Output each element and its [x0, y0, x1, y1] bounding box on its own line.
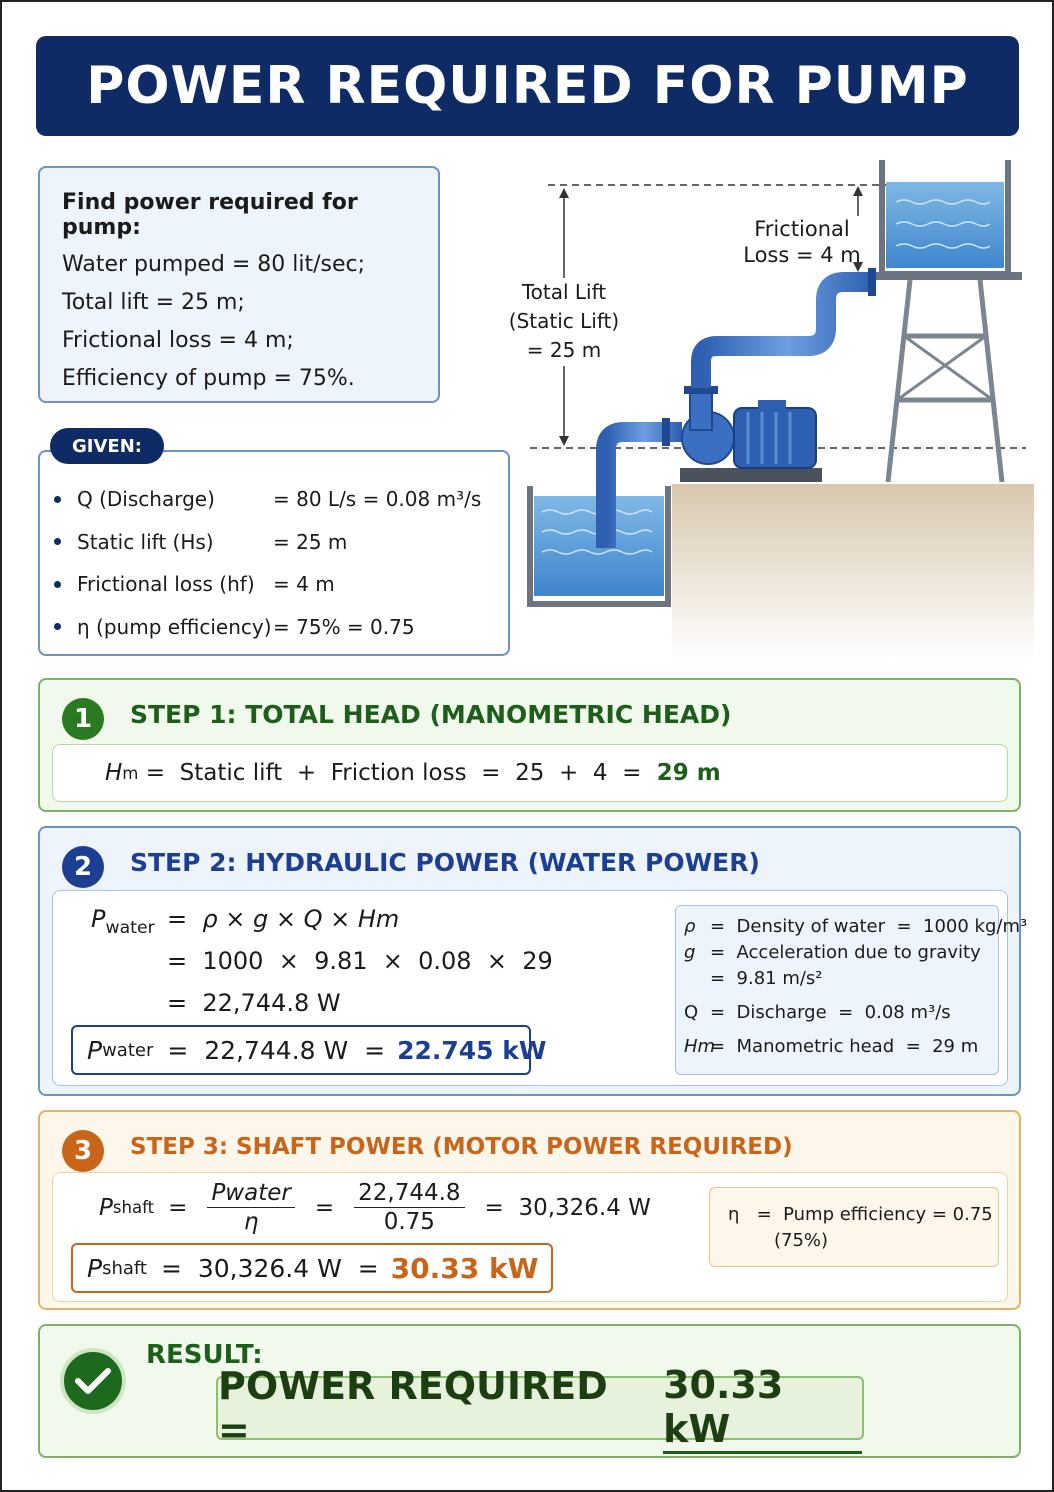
water-tower	[888, 280, 1002, 482]
bullet-icon	[54, 581, 61, 588]
step-3-equation-panel	[52, 1172, 1008, 1302]
given-label: Q (Discharge)	[77, 487, 215, 512]
pump-diagram	[508, 150, 1034, 660]
given-row	[54, 478, 494, 521]
frictional-loss-value: Loss = 4 m	[743, 243, 861, 267]
step-2-title: STEP 2: HYDRAULIC POWER (WATER POWER)	[130, 848, 760, 877]
eq-body: = 22,744.8 W =	[167, 1035, 386, 1065]
fraction-denominator: η	[243, 1209, 259, 1235]
delivery-pipe	[701, 282, 874, 388]
legend-symbol: g	[684, 942, 696, 963]
pump-base	[680, 468, 822, 482]
given-row	[54, 521, 494, 564]
total-lift-label	[504, 278, 624, 365]
eq-subscript: shaft	[102, 1257, 147, 1279]
eq-subscript: m	[122, 763, 139, 783]
ground	[672, 484, 1034, 660]
result-value-box	[216, 1362, 864, 1452]
checkmark-icon	[60, 1348, 126, 1414]
given-pill: GIVEN:	[50, 428, 164, 464]
given-value: = 75% = 0.75	[273, 614, 415, 639]
step-3-boxed-result	[71, 1243, 553, 1293]
bullet-icon	[54, 623, 61, 630]
legend-text: = Manometric head = 29 m	[710, 1036, 979, 1057]
problem-statement	[38, 166, 440, 403]
note-text: (75%)	[774, 1230, 829, 1251]
total-lift-value: = 25 m	[526, 338, 602, 362]
step-2-equation-panel	[52, 890, 1028, 1086]
problem-line: Frictional loss = 4 m;	[62, 328, 294, 353]
eq-symbol: H	[105, 760, 123, 786]
bullet-icon	[54, 496, 61, 503]
page-title: POWER REQUIRED FOR PUMP	[86, 56, 969, 116]
step-1-number: 1	[62, 698, 104, 740]
legend-text: = 9.81 m/s²	[710, 968, 823, 989]
legend-row	[684, 940, 990, 966]
fraction-numeric	[354, 1179, 464, 1236]
given-value: = 25 m	[273, 529, 348, 554]
eq-symbol: P	[99, 1194, 113, 1221]
title-banner	[36, 36, 1019, 136]
note-text: η = Pump efficiency = 0.75	[728, 1204, 993, 1225]
legend-text: = Discharge = 0.08 m³/s	[710, 1002, 951, 1023]
given-label: Static lift (Hs)	[77, 529, 214, 554]
step-2-panel	[38, 826, 1028, 1096]
eq-symbol: P	[87, 1253, 103, 1283]
shaft-power-equation: P shaft = $\frac{\text{Pwater}}{\eta}$ = $\frac{22,744.8}{0.75}$ = 30,326.4 W	[99, 1180, 651, 1235]
given-box	[38, 450, 510, 656]
fraction-symbolic	[207, 1179, 294, 1236]
given-label: η (pump efficiency)	[77, 614, 272, 639]
eq-line-2: = 1000 × 9.81 × 0.08 × 29	[167, 947, 553, 975]
given-value: = 80 L/s = 0.08 m³/s	[273, 487, 482, 512]
result-panel	[38, 1324, 1021, 1458]
result-value: 30.33 kW	[663, 1363, 862, 1454]
step-1-title: STEP 1: TOTAL HEAD (MANOMETRIC HEAD)	[130, 700, 732, 729]
legend-symbol: Hm	[684, 1036, 716, 1057]
eq-subscript: water	[102, 1039, 154, 1061]
total-lift-text: (Static Lift)	[508, 309, 620, 333]
eq-body: = Static lift + Friction loss = 25 + 4 =	[138, 760, 649, 786]
eq-subscript: shaft	[112, 1198, 155, 1217]
total-lift-text: Total Lift	[521, 280, 607, 304]
legend-symbol: Q	[684, 1002, 699, 1023]
legend-row	[684, 1034, 990, 1060]
legend-row	[684, 966, 990, 992]
step-1-equation	[52, 744, 1008, 802]
given-row	[54, 606, 494, 649]
eq-line-1: = ρ × g × Q × Hm	[167, 905, 400, 933]
problem-line: Water pumped = 80 lit/sec;	[62, 252, 366, 277]
fraction-numerator: 22,744.8	[354, 1179, 464, 1208]
step-3-number: 3	[62, 1130, 104, 1172]
step-3-note	[709, 1187, 999, 1267]
problem-heading: Find power required for pump:	[62, 190, 358, 240]
eq-subscript: water	[105, 917, 155, 938]
step-2-legend	[675, 905, 1028, 1075]
step-1-result: 29 m	[656, 760, 721, 786]
frictional-loss-label	[722, 216, 882, 268]
eq-body: = 30,326.4 W =	[160, 1253, 379, 1283]
step-3-panel	[38, 1110, 1021, 1310]
eq-symbol: P	[91, 905, 106, 933]
given-row	[54, 563, 494, 606]
step-3-result: 30.33 kW	[390, 1251, 539, 1285]
step-3-title: STEP 3: SHAFT POWER (MOTOR POWER REQUIRED)	[130, 1134, 793, 1160]
legend-symbol: ρ	[684, 916, 696, 937]
step-2-result: 22.745 kW	[397, 1035, 547, 1065]
legend-row	[684, 1000, 990, 1026]
p-water-symbol	[91, 905, 155, 938]
legend-text: = Acceleration due to gravity	[710, 942, 981, 963]
problem-line: Efficiency of pump = 75%.	[62, 366, 355, 391]
eq-body: = 30,326.4 W	[484, 1194, 651, 1221]
legend-text: = Density of water = 1000 kg/m³	[710, 916, 1028, 937]
problem-line: Total lift = 25 m;	[62, 290, 245, 315]
legend-symbol	[684, 966, 710, 992]
given-label: Frictional loss (hf)	[77, 572, 255, 597]
result-text: POWER REQUIRED =	[218, 1364, 608, 1452]
frictional-loss-text: Frictional	[754, 217, 850, 241]
step-2-number: 2	[62, 846, 104, 888]
step-2-boxed-result	[71, 1025, 547, 1075]
given-value: = 4 m	[273, 572, 335, 597]
eq-symbol: P	[87, 1035, 103, 1065]
result-label: RESULT:	[146, 1340, 263, 1370]
eq-line-3: = 22,744.8 W	[167, 989, 341, 1017]
fraction-numerator: Pwater	[207, 1179, 294, 1208]
legend-row	[684, 914, 1028, 940]
bullet-icon	[54, 538, 61, 545]
step-1-panel	[38, 678, 1021, 812]
fraction-denominator: 0.75	[383, 1209, 435, 1235]
